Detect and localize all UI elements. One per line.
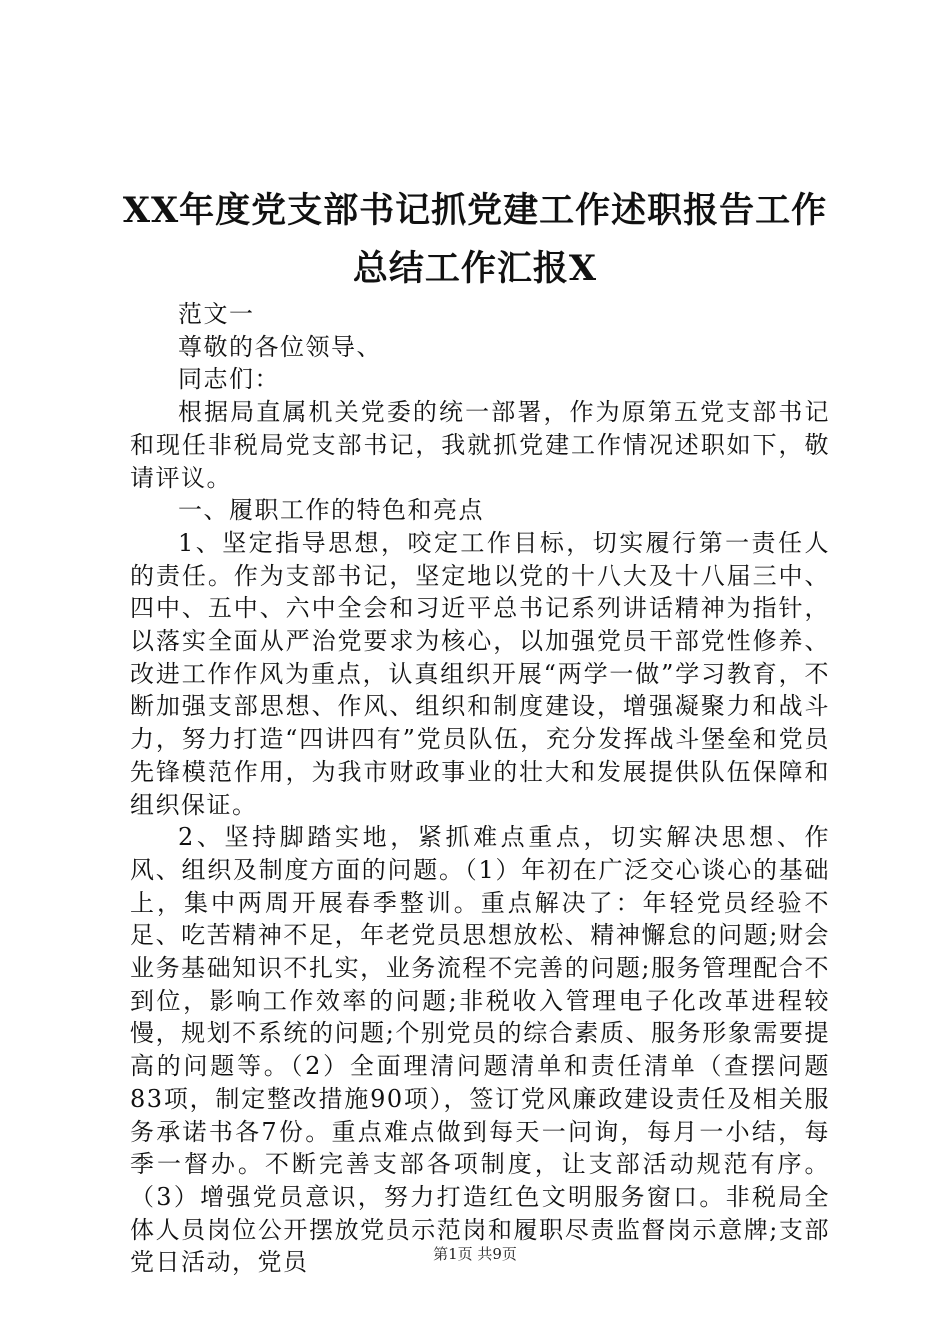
section-heading: 一、履职工作的特色和亮点	[178, 496, 484, 525]
paragraph-salutation-label: 范文一	[178, 300, 255, 328]
paragraph-greeting: 尊敬的各位领导、	[178, 332, 382, 361]
title-line-1: XX年度党支部书记抓党建工作述职报告工作	[122, 190, 828, 231]
paragraph-intro: 根据局直属机关党委的统一部署，作为原第五党支部书记和现任非税局党支部书记，我就抓党建工作情况述职如下，敬请评议。	[130, 398, 830, 492]
document-body	[130, 298, 830, 1279]
title-line-2: 总结工作汇报X	[352, 248, 598, 289]
paragraph-point-1: 1、坚定指导思想，咬定工作目标，切实履行第一责任人的责任。作为支部书记，坚定地以党的十八大及十八届三中、四中、五中、六中全会和习近平总书记系列讲话精神为指针，以落实全面从严治党要求为核心，以加强党员干部党性修养、改进工作作风为重点，认真组织开展“两学一做”学习教育，不断加强支部思想、作风、组织和制度建设，增强凝聚力和战斗力，努力打造“四讲四有”党员队伍，充分发挥战斗堡垒和党员先锋模范作用，为我市财政事业的壮大和发展提供队伍保障和组织保证。	[130, 528, 830, 819]
page-footer: 第1页 共9页	[433, 1245, 517, 1263]
document-title	[100, 182, 850, 298]
paragraph-point-2: 2、坚持脚踏实地，紧抓难点重点，切实解决思想、作风、组织及制度方面的问题。（1）年初在广泛交心谈心的基础上，集中两周开展春季整训。重点解决了：年轻党员经验不足、吃苦精神不足，年老党员思想放松、精神懈怠的问题;财会业务基础知识不扎实，业务流程不完善的问题;服务管理配合不到位，影响工作效率的问题;非税收入管理电子化改革进程较慢，规划不系统的问题;个别党员的综合素质、服务形象需要提高的问题等。（2）全面理清问题清单和责任清单（查摆问题83项，制定整改措施90项），签订党风廉政建设责任及相关服务承诺书各7份。重点难点做到每天一问询，每月一小结，每季一督办。不断完善支部各项制度，让支部活动规范有序。（3）增强党员意识，努力打造红色文明服务窗口。非税局全体人员岗位公开摆放党员示范岗和履职尽责监督岗示意牌;支部党日活动，党员	[130, 823, 830, 1277]
paragraph-greeting-2: 同志们：	[178, 365, 280, 394]
